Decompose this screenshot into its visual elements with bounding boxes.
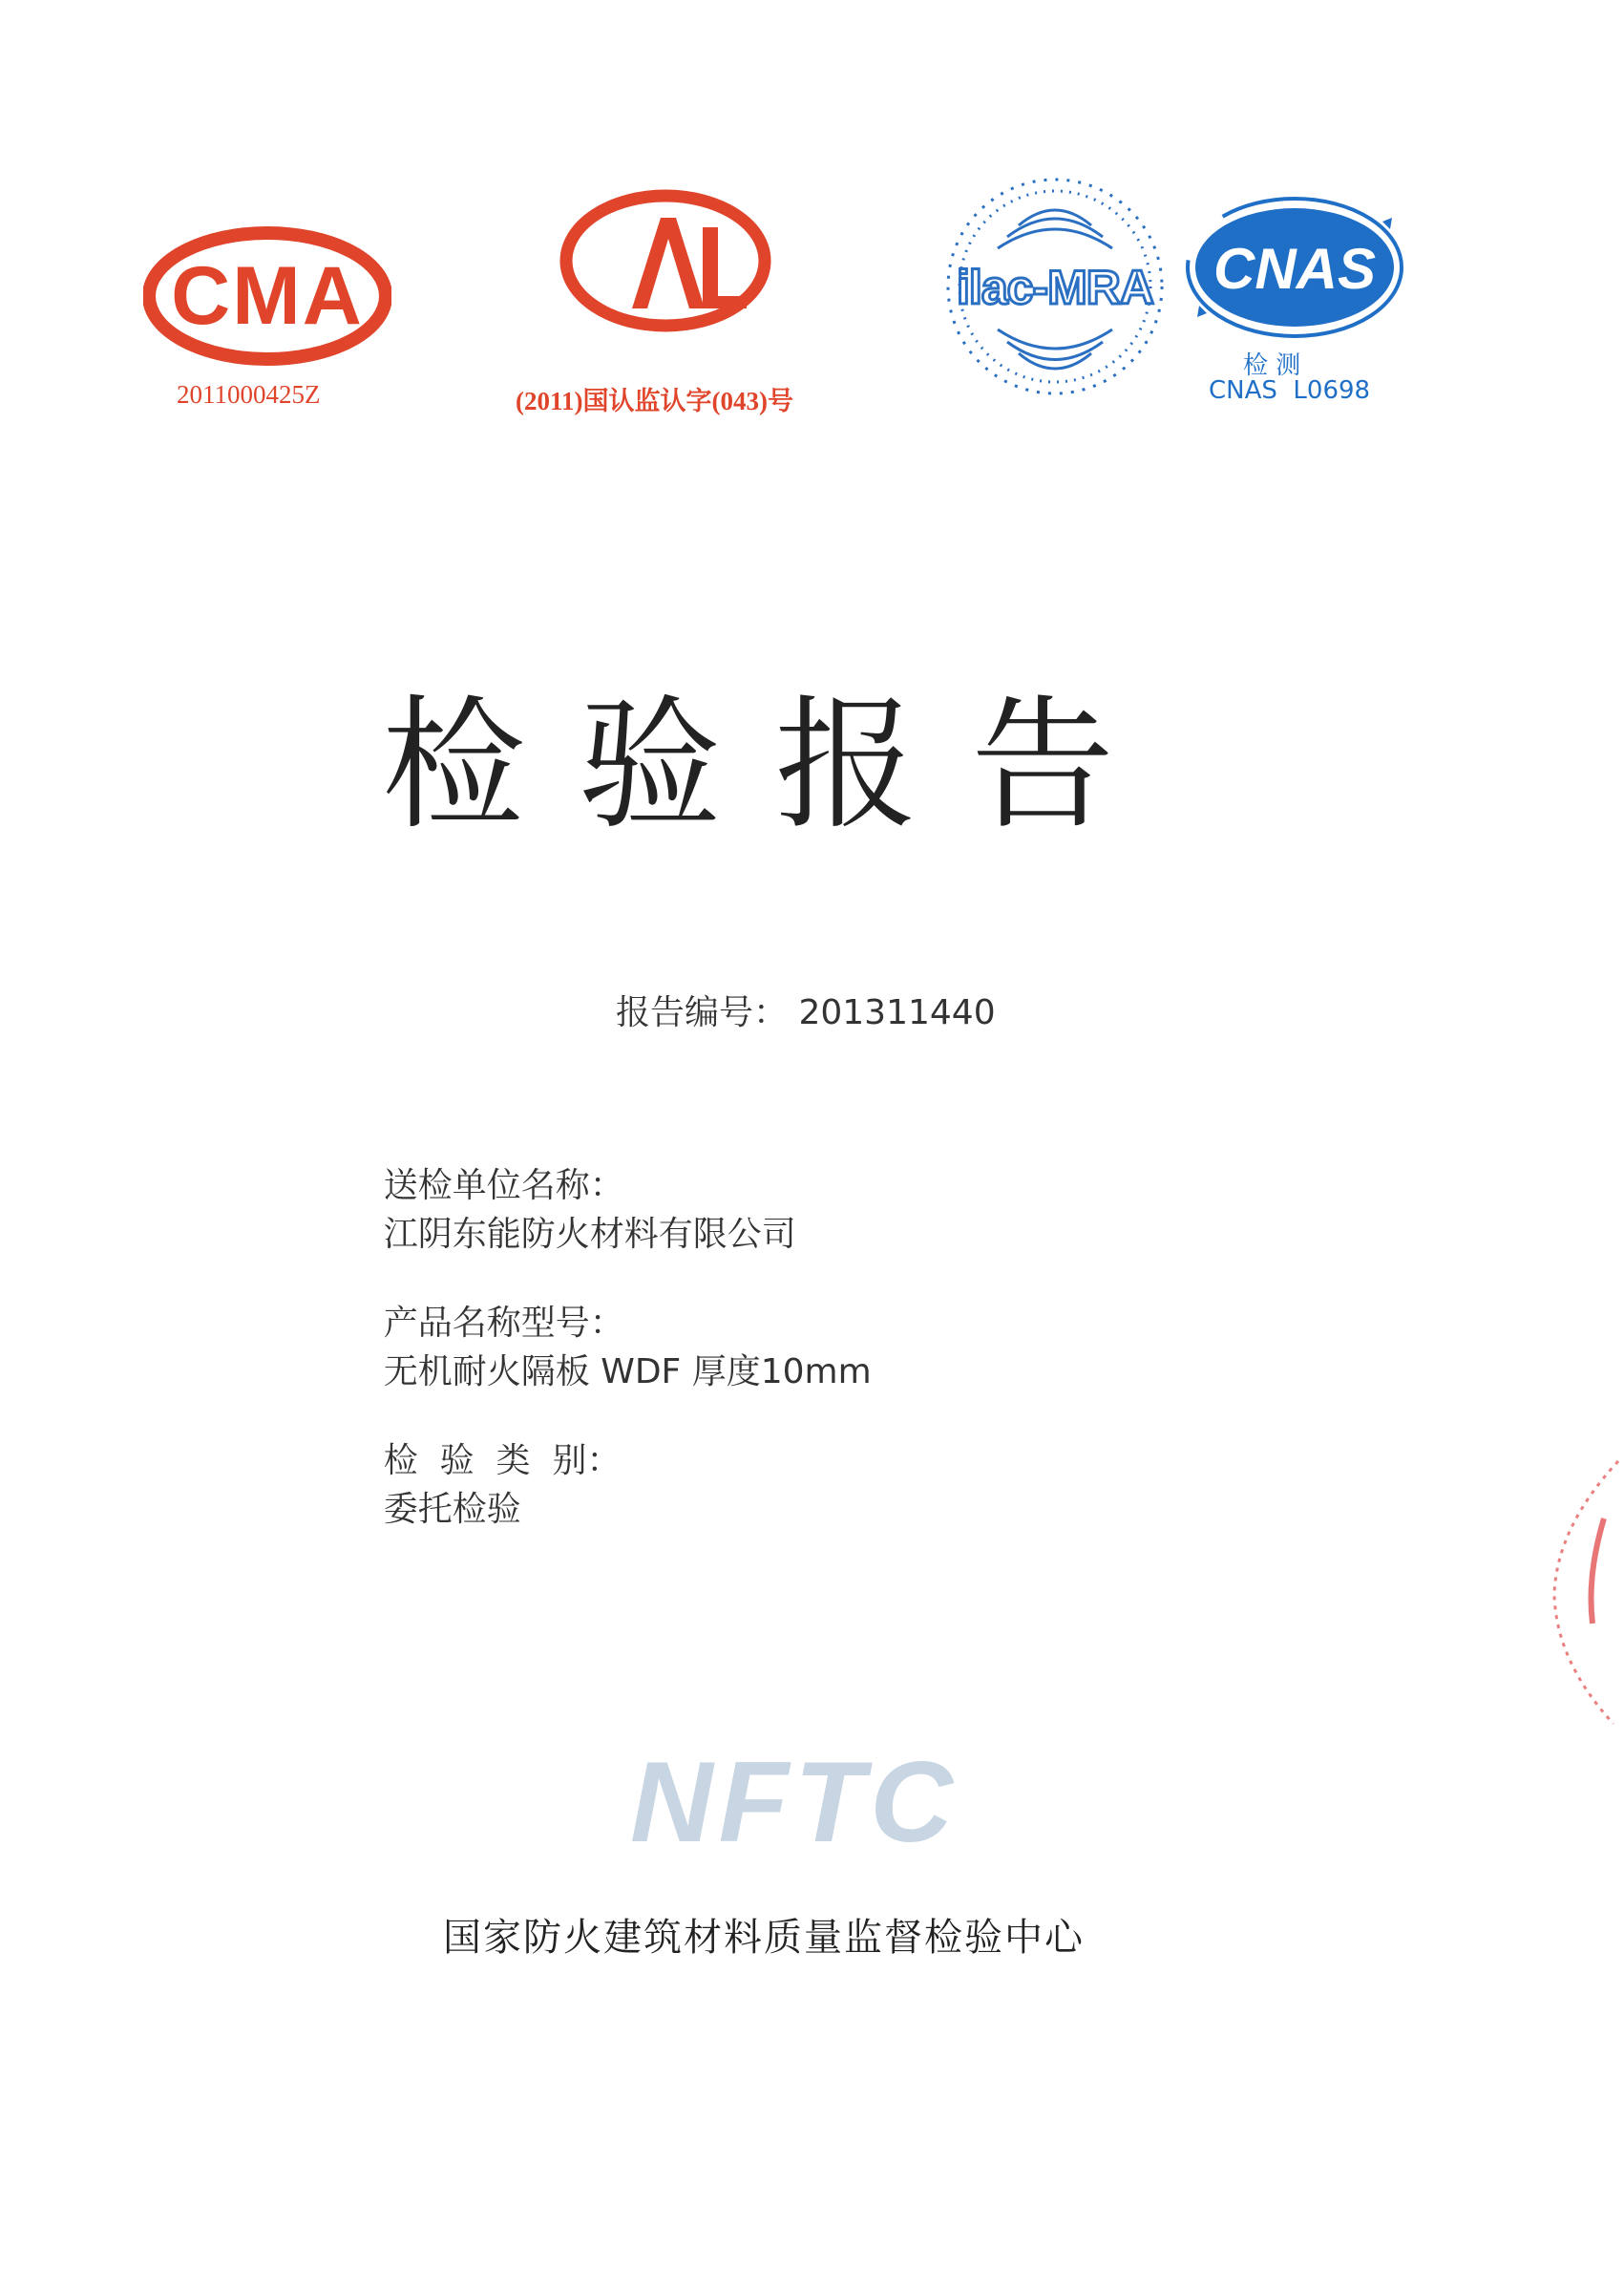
report-title: 检 验 报 告 (382, 683, 1119, 849)
cnas-caption-cn: 检 测 (1243, 351, 1301, 380)
field-type-row (340, 1394, 659, 1570)
cnas-logo (1182, 183, 1407, 346)
cal-logo (558, 189, 773, 332)
field-client-label: 送检单位名称： (383, 1166, 624, 1205)
cal-caption: (2011)国认监认字(043)号 (516, 387, 793, 415)
cnas-caption-code: CNAS L0698 (1209, 376, 1371, 405)
report-number-label: 报告编号： (616, 993, 789, 1032)
cma-caption: 2011000425Z (177, 380, 321, 409)
svg-text:ilac-MRA: ilac-MRA (957, 261, 1153, 314)
field-type-value: 委托检验 (383, 1490, 521, 1529)
field-product-value: 无机耐火隔板 WDF 厚度10mm (383, 1352, 872, 1391)
cma-logo (143, 224, 391, 368)
field-type-label: 检 验 类 别： (383, 1441, 622, 1480)
report-number-value: 201311440 (798, 993, 996, 1032)
red-stamp-fragment (1537, 1452, 1624, 1729)
field-client-value: 江阴东能防火材料有限公司 (383, 1215, 796, 1254)
ilac-mra-logo (940, 172, 1170, 401)
nftc-watermark: NFTC (630, 1738, 959, 1866)
report-number-row (616, 986, 996, 1034)
issuing-organization: 国家防火建筑材料质量监督检验中心 (443, 1916, 1085, 1960)
svg-text:CNAS: CNAS (1213, 237, 1377, 301)
field-product-label: 产品名称型号： (383, 1304, 624, 1343)
svg-text:CMA: CMA (171, 250, 364, 342)
